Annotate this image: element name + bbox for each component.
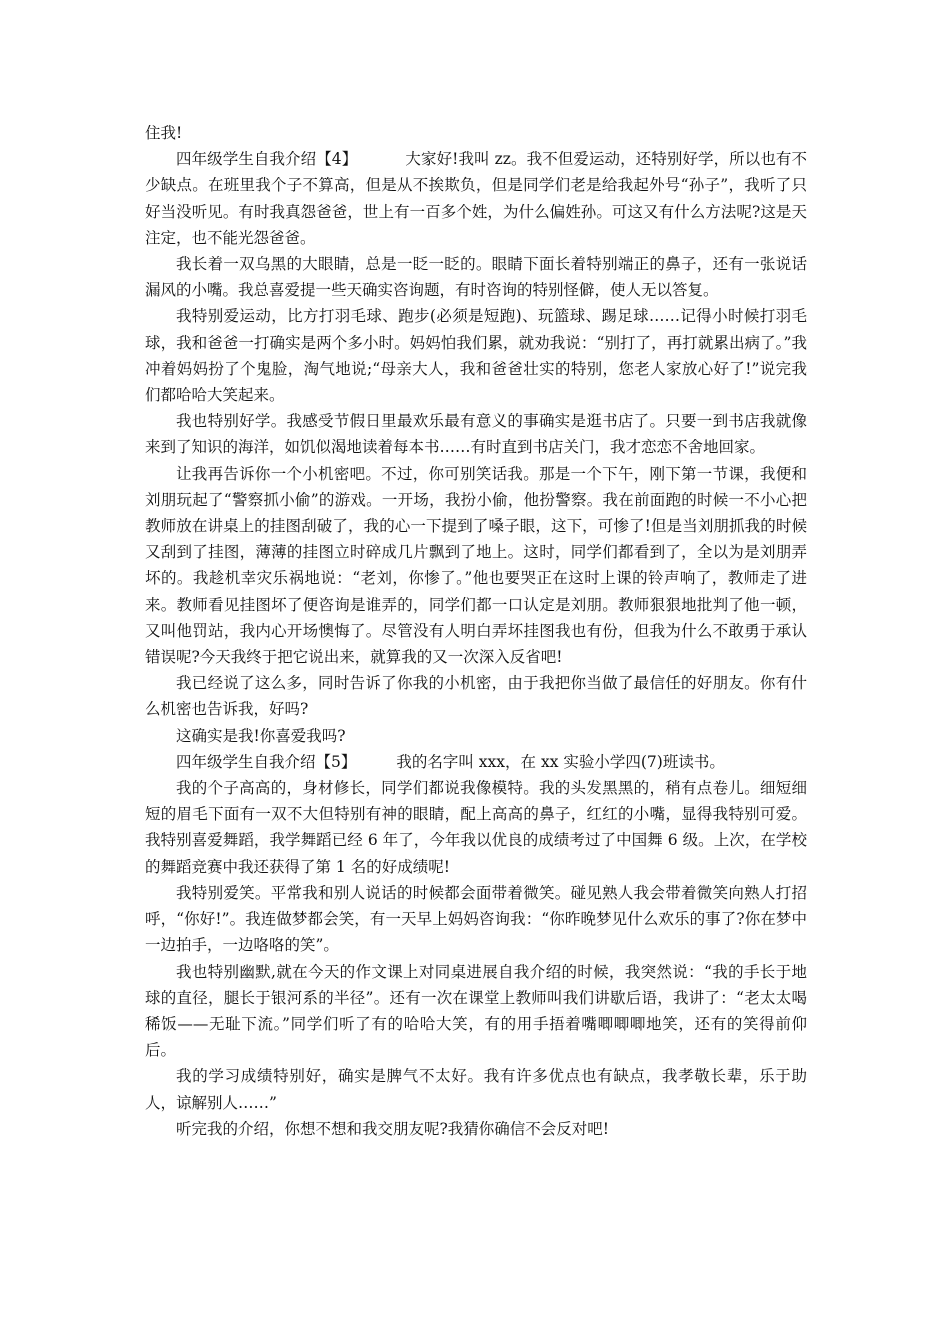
- paragraph-text: 住我!: [145, 124, 183, 142]
- paragraph: 我已经说了这么多，同时告诉了你我的小机密，由于我把你当做了最信任的好朋友。你有什么机密也告诉我，好吗?: [145, 674, 807, 719]
- paragraph: 我特别爱笑。平常我和别人说话的时候都会面带着微笑。碰见熟人我会带着微笑向熟人打招呼，“你好!”。我连做梦都会笑，有一天早上妈妈咨询我：“你昨晚梦见什么欢乐的事了?你在梦中一边拍手，一边咯咯的笑”。: [145, 883, 807, 955]
- document-page: [145, 120, 807, 1142]
- paragraph: 我也特别好学。我感受节假日里最欢乐最有意义的事确实是逛书店了。只要一到书店我就像来到了知识的海洋，如饥似渴地读着每本书……有时直到书店关门，我才恋恋不舍地回家。: [145, 412, 807, 457]
- paragraph: 让我再告诉你一个小机密吧。不过，你可别笑话我。那是一个下午，刚下第一节课，我便和刘朋玩起了“警察抓小偷”的游戏。一开场，我扮小偷，他扮警察。我在前面跑的时候一不小心把教师放在讲桌上的挂图刮破了，我的心一下提到了嗓子眼，这下，可惨了!但是当刘朋抓我的时候又刮到了挂图，薄薄的挂图立时碎成几片飘到了地上。这时，同学们都看到了，全以为是刘朋弄坏的。我趁机幸灾乐祸地说：“老刘，你惨了。”他也要哭正在这时上课的铃声响了，教师走了进来。教师看见挂图坏了便咨询是谁弄的，同学们都一口认定是刘朋。教师狠狠地批判了他一顿，又叫他罚站，我内心开场懊悔了。尽管没有人明白弄坏挂图我也有份，但我为什么不敢勇于承认错误呢?今天我终于把它说出来，就算我的又一次深入反省吧!: [145, 464, 807, 667]
- section-heading: 四年级学生自我介绍【5】: [176, 752, 357, 771]
- paragraph: 我的学习成绩特别好，确实是脾气不太好。我有许多优点也有缺点，我孝敬长辈，乐于助人，谅解别人……”: [145, 1067, 807, 1112]
- paragraph: 这确实是我!你喜爱我吗?: [176, 726, 346, 745]
- paragraph: 我的个子高高的，身材修长，同学们都说我像模特。我的头发黑黑的，稍有点卷儿。细短细短的眉毛下面有一双不大但特别有神的眼睛，配上高高的鼻子，红红的小嘴，显得我特别可爱。我特别喜爱舞蹈，我学舞蹈已经 6 年了，今年我以优良的成绩考过了中国舞 6 级。上次，在学校的舞蹈竞赛中我还获得了第 1 名的好成绩呢!: [145, 779, 807, 876]
- paragraph: 我长着一双乌黑的大眼睛，总是一眨一眨的。眼睛下面长着特别端正的鼻子，还有一张说话漏风的小嘴。我总喜爱提一些天确实咨询题，有时咨询的特别怪僻，使人无以答复。: [145, 255, 807, 300]
- section-5-intro: [145, 749, 807, 775]
- section-4-intro: [145, 146, 807, 251]
- paragraph: 听完我的介绍，你想不想和我交朋友呢?我猜你确信不会反对吧!: [176, 1119, 610, 1138]
- paragraph-continuation: [145, 120, 807, 146]
- paragraph: 我也特别幽默,就在今天的作文课上对同桌进展自我介绍的时候，我突然说：“我的手长于地球的直径，腿长于银河系的半径”。还有一次在课堂上教师叫我们讲歇后语，我讲了：“老太太喝稀饭——无耻下流。”同学们听了有的哈哈大笑，有的用手捂着嘴唧唧唧地笑，还有的笑得前仰后。: [145, 962, 807, 1060]
- paragraph: 我特别爱运动，比方打羽毛球、跑步(必须是短跑)、玩篮球、踢足球……记得小时候打羽毛球，我和爸爸一打确实是两个多小时。妈妈怕我们累，就劝我说：“别打了，再打就累出病了。”我冲着妈妈扮了个鬼脸，淘气地说;“母亲大人，我和爸爸壮实的特别，您老人家放心好了!”说完我们都哈哈大笑起来。: [145, 307, 807, 405]
- paragraph-text: 我的名字叫 xxx，在 xx 实验小学四(7)班读书。: [396, 752, 725, 771]
- section-heading: 四年级学生自我介绍【4】: [176, 150, 358, 169]
- paragraph-text: 大家好!我叫 zz。我不但爱运动，还特别好学，所以也有不少缺点。在班里我个子不算高，但是从不挨欺负，但是同学们老是给我起外号“孙子”，我听了只好当没听见。有时我真怨爸爸，世上有一百多个姓，为什么偏姓孙。可这又有什么方法呢?这是天注定，也不能光怨爸爸。: [145, 150, 807, 247]
